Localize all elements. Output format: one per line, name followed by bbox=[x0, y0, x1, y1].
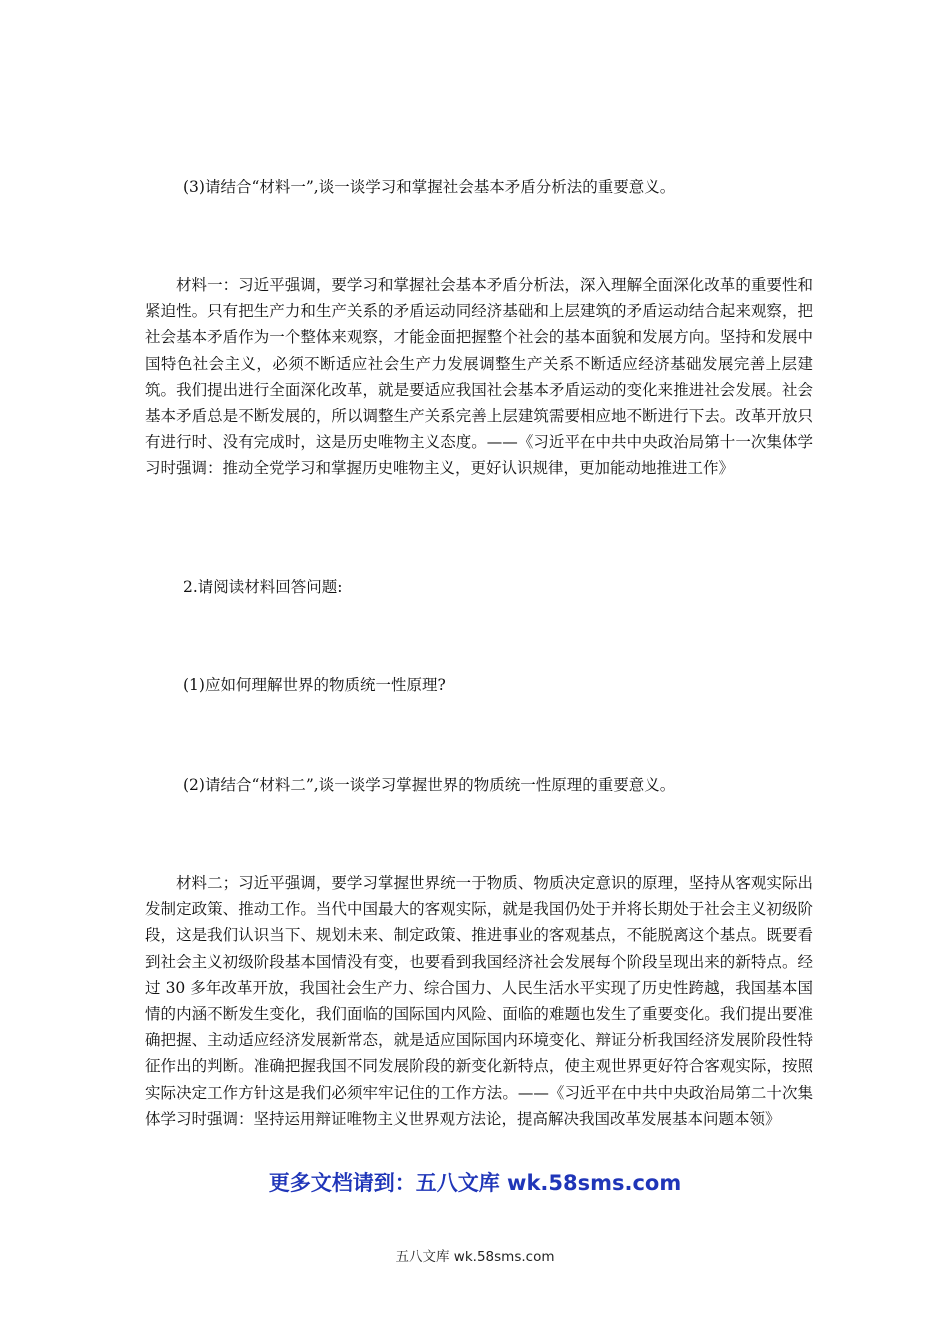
question-3: (3)请结合“材料一”,谈一谈学习和掌握社会基本矛盾分析法的重要意义。 bbox=[183, 178, 676, 196]
question-2-2: (2)请结合“材料二”,谈一谈学习掌握世界的物质统一性原理的重要意义。 bbox=[183, 776, 676, 794]
question-2-1: (1)应如何理解世界的物质统一性原理? bbox=[183, 676, 446, 694]
promo-banner: 更多文档请到：五八文库 wk.58sms.com bbox=[268, 1171, 682, 1195]
material-2-paragraph: 材料二；习近平强调，要学习掌握世界统一于物质、物质决定意识的原理，坚持从客观实际出发制定政策、推动工作。当代中国最大的客观实际，就是我国仍处于并将长期处于社会主义初级阶段，这是我们认识当下、规划未来、制定政策、推进事业的客观基点，不能脱离这个基点。既要看到社会主义初级阶段基本国情没有变，也要看到我国经济社会发展每个阶段呈现出来的新特点。经过 30 多年改革开放，我国社会生产力、综合国力、人民生活水平实现了历史性跨越，我国基本国情的内涵不断发生变化，我们面临的国际国内风险、面临的难题也发生了重要变化。我们提出要准确把握、主动适应经济发展新常态，就是适应国际国内环境变化、辩证分析我国经济发展阶段性特征作出的判断。准确把握我国不同发展阶段的新变化新特点，使主观世界更好符合客观实际，按照实际决定工作方针这是我们必须牢牢记住的工作方法。——《习近平在中共中央政治局第二十次集体学习时强调：坚持运用辩证唯物主义世界观方法论，提高解决我国改革发展基本问题本领》 bbox=[145, 874, 813, 1128]
material-1-paragraph: 材料一：习近平强调，要学习和掌握社会基本矛盾分析法，深入理解全面深化改革的重要性和紧迫性。只有把生产力和生产关系的矛盾运动同经济基础和上层建筑的矛盾运动结合起来观察，把社会基本矛盾作为一个整体来观察，才能金面把握整个社会的基本面貌和发展方向。坚持和发展中国特色社会主义，必须不断适应社会生产力发展调整生产关系不断适应经济基础发展完善上层建筑。我们提出进行全面深化改革，就是要适应我国社会基本矛盾运动的变化来推进社会发展。社会基本矛盾总是不断发展的，所以调整生产关系完善上层建筑需要相应地不断进行下去。改革开放只有进行时、没有完成时，这是历史唯物主义态度。——《习近平在中共中央政治局第十一次集体学习时强调：推动全党学习和掌握历史唯物主义，更好认识规律，更加能动地推进工作》 bbox=[145, 276, 813, 478]
question-2-intro: 2.请阅读材料回答问题: bbox=[183, 578, 343, 596]
page-footer: 五八文库 wk.58sms.com bbox=[395, 1249, 555, 1265]
